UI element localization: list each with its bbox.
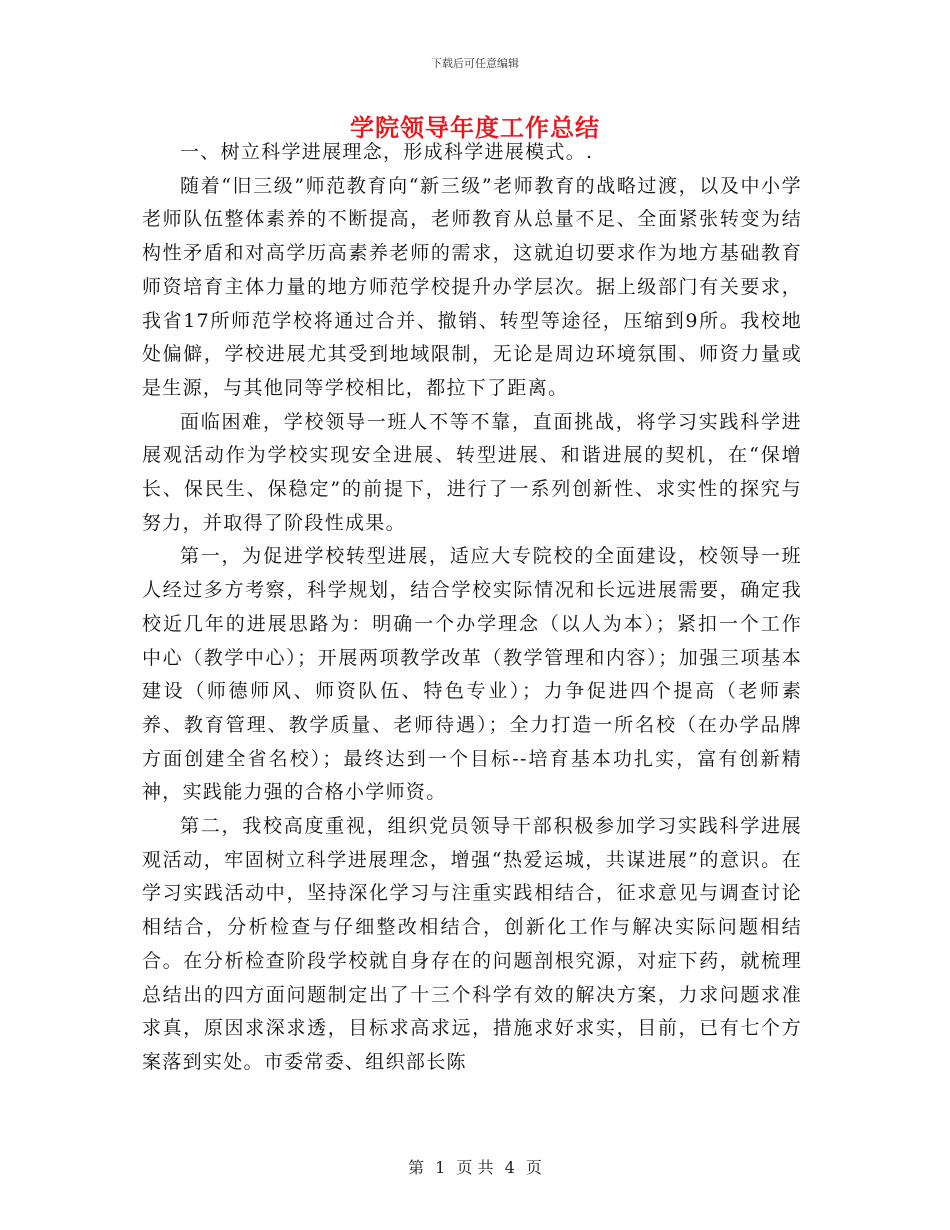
header-note: 下载后可任意编辑 [431,57,519,70]
paragraph: 第二，我校高度重视，组织党员领导干部积极参加学习实践科学进展观活动，牢固树立科学进展理念，增强“热爱运城，共谋进展”的意识。在学习实践活动中，坚持深化学习与注重实践相结合，征求意见与调查讨论相结合，分析检查与仔细整改相结合，创新化工作与解决实际问题相结合。在分析检查阶段学校就自身存在的问题剖根究源，对症下药，就梳理总结出的四方面问题制定出了十三个科学有效的解决方案，力求问题求准求真，原因求深求透，目标求高求远，措施求好求实，目前，已有七个方案落到实处。市委常委、组织部长陈 [142,815,802,1073]
footer-suffix: 页 [525,1158,542,1177]
footer-middle: 页 共 [456,1158,494,1177]
document-title: 学院领导年度工作总结 [350,113,600,142]
section-heading: 一、树立科学进展理念，形成科学进展模式。. [180,141,594,163]
total-page-count: 4 [504,1158,515,1177]
document-body [142,136,802,1080]
paragraph: 随着“旧三级”师范教育向“新三级”老师教育的战略过渡，以及中小学老师队伍整体素养的不断提高，老师教育从总量不足、全面紧张转变为结构性矛盾和对高学历高素养老师的需求，这就迫切要求作为地方基础教育师资培育主体力量的地方师范学校提升办学层次。据上级部门有关要求，我省17所师范学校将通过合并、撤销、转型等途径，压缩到9所。我校地处偏僻，学校进展尤其受到地域限制，无论是周边环境氛围、师资力量或是生源，与其他同等学校相比，都拉下了距离。 [142,174,802,399]
paragraph: 面临困难，学校领导一班人不等不靠，直面挑战，将学习实践科学进展观活动作为学校实现安全进展、转型进展、和谐进展的契机，在“保增长、保民生、保稳定”的前提下，进行了一系列创新性、求实性的探究与努力，并取得了阶段性成果。 [142,410,802,534]
current-page-number: 1 [435,1158,446,1177]
page-footer [0,1155,950,1178]
footer-prefix: 第 [408,1158,425,1177]
paragraph: 第一，为促进学校转型进展，适应大专院校的全面建设，校领导一班人经过多方考察，科学规划，结合学校实际情况和长远进展需要，确定我校近几年的进展思路为：明确一个办学理念（以人为本）；紧扣一个工作中心（教学中心）；开展两项教学改革（教学管理和内容）；加强三项基本建设（师德师风、师资队伍、特色专业）；力争促进四个提高（老师素养、教育管理、教学质量、老师待遇）；全力打造一所名校（在办学品牌方面创建全省名校）；最终达到一个目标--培育基本功扎实，富有创新精神，实践能力强的合格小学师资。 [142,545,802,804]
